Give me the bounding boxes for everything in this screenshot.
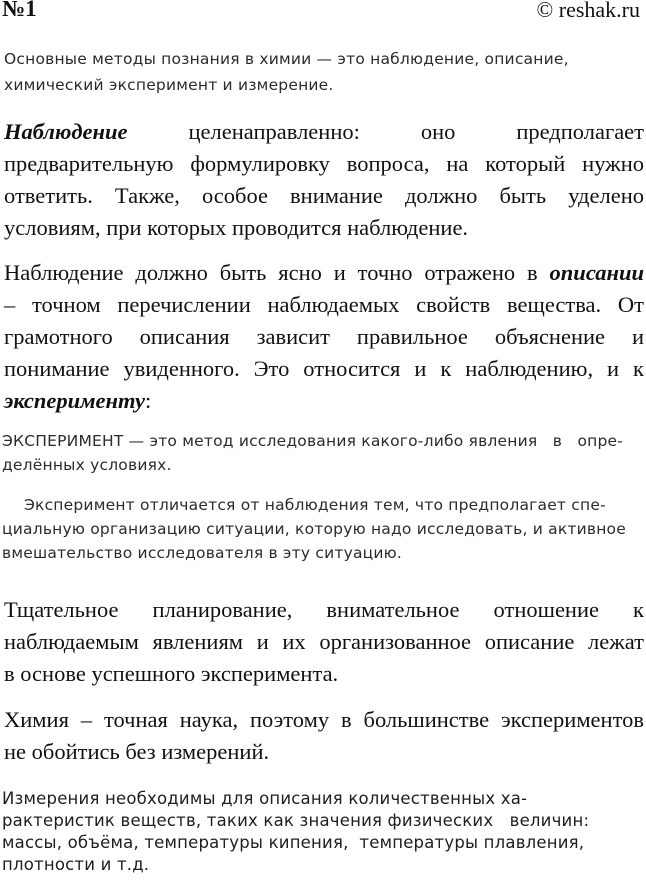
text-line: в основе успешного эксперимента.	[4, 661, 339, 686]
text-line: не обойтись без измерений.	[4, 739, 270, 764]
text-line: Химия – точная наука, поэтому в большинстве экспериментов	[4, 707, 644, 732]
text-fragment: :	[144, 388, 152, 413]
term-observation: Наблюдение	[4, 119, 128, 144]
scan-line: Основные методы познания в химии — это наблюдение, описание,	[4, 50, 569, 68]
scan-block-methods	[4, 46, 644, 98]
text-line: условиям, при которых проводится наблюдение.	[4, 215, 469, 240]
scan-line: делённых условиях.	[2, 456, 172, 474]
term-description: описании	[549, 260, 644, 285]
paragraph-planning	[4, 594, 644, 690]
text-line: наблюдаемым явлениям и их организованное описание лежат	[4, 629, 644, 654]
text-line: Тщательное планирование, внимательное отношение к	[4, 597, 644, 622]
scan-line: Эксперимент отличается от наблюдения тем, что предполагает спе-	[24, 496, 606, 514]
scan-line: вмешательство исследователя в эту ситуацию.	[2, 544, 403, 562]
scan-line: Измерения необходимы для описания количественных ха-	[2, 789, 528, 808]
term-experiment: эксперименту	[4, 388, 145, 413]
scan-block-measurements	[2, 788, 644, 876]
scan-line: массы, объёма, температуры кипения, температуры плавления,	[2, 833, 585, 852]
scan-line: плотности и т.д.	[2, 855, 150, 874]
scan-line: циальную организацию ситуации, которую надо исследовать, и активное	[2, 520, 626, 538]
text-line	[4, 257, 644, 289]
paragraph-chemistry-exact	[4, 704, 644, 768]
scan-block-experiment-definition	[2, 429, 644, 477]
copyright-label: © reshak.ru	[536, 0, 640, 22]
text-line: предварительную формулировку вопроса, на который нужно	[4, 151, 644, 176]
text-line	[4, 385, 644, 417]
text-line: грамотного описания зависит правильное объяснение и	[4, 324, 644, 349]
scan-line: ЭКСПЕРИМЕНТ — это метод исследования какого-либо явления в опре-	[2, 432, 624, 450]
page-header	[0, 0, 646, 28]
text-fragment: целенаправленно: оно предполагает	[127, 119, 644, 144]
paragraph-description	[4, 257, 644, 417]
text-fragment: Наблюдение должно быть ясно и точно отражено в	[4, 260, 550, 285]
text-line: понимание увиденного. Это относится и к наблюдению, и к	[4, 356, 644, 381]
scan-line: химический эксперимент и измерение.	[4, 76, 334, 94]
text-line: – точном перечислении наблюдаемых свойств вещества. От	[4, 292, 644, 317]
scan-block-experiment-difference	[2, 493, 644, 565]
task-number: №1	[2, 0, 37, 21]
scan-line: рактеристик веществ, таких как значения физических величин:	[2, 811, 590, 830]
text-line	[4, 116, 644, 148]
paragraph-observation	[4, 116, 644, 244]
text-line: ответить. Также, особое внимание должно быть уделено	[4, 183, 644, 208]
